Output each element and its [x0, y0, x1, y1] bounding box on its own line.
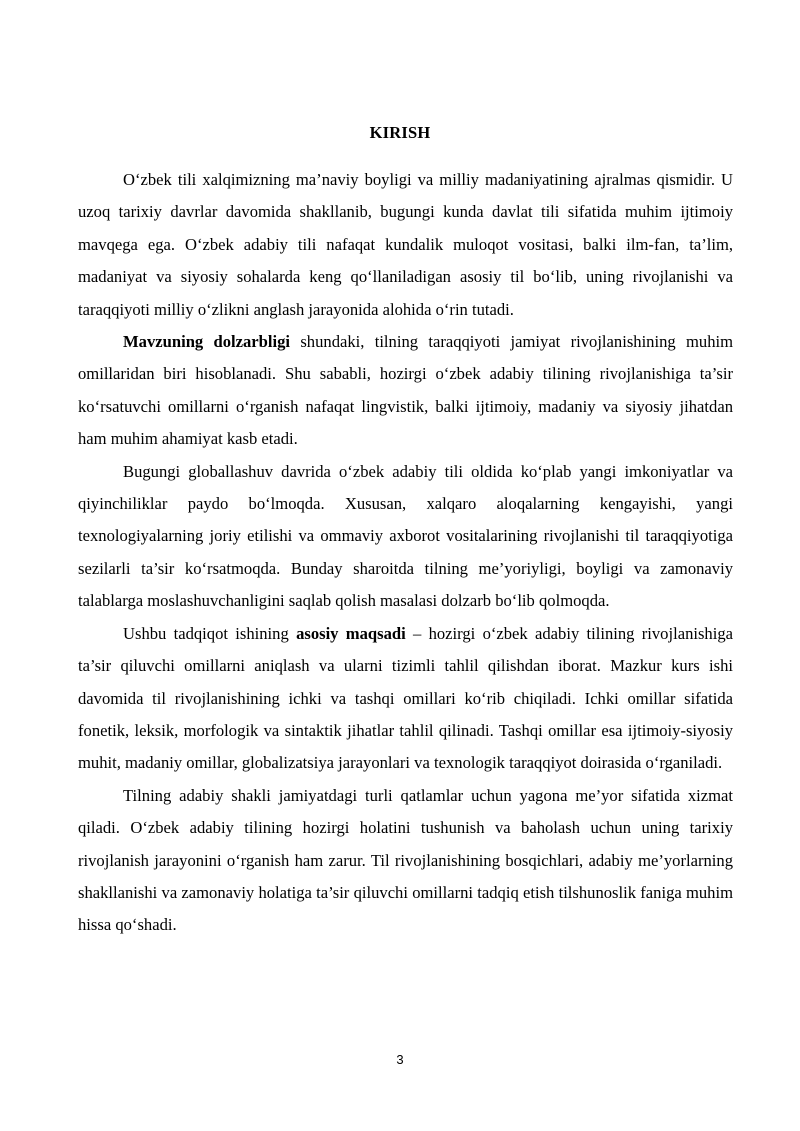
paragraph-text: shundaki, tilning taraqqiyoti jamiyat rivojlanishining muhim omillaridan biri hisoblanadi. Shu sababli, hozirgi o‘zbek adabiy tilining rivojlanishiga ta’sir ko‘rsatuvchi omillarni o‘rganish nafaqat lingvistik, balki ijtimoiy, madaniy va siyosiy jihatdan ham muhim ahamiyat kasb etadi.: [78, 332, 734, 449]
paragraph-literary-form: [78, 780, 733, 942]
paragraph-globalization: [78, 456, 733, 618]
bold-term-relevance: Mavzuning dolzarbligi: [123, 332, 291, 352]
paragraph-text: Tilning adabiy shakli jamiyatdagi turli qatlamlar uchun yagona me’yor sifatida xizmat qiladi. O‘zbek adabiy tilining hozirgi holatini tushunish va baholash uchun uning tarixiy rivojlanish jarayonini o‘rganish ham zarur. Til rivojlanishining bosqichlari, adabiy me’yorlarning shakllanishi va zamonaviy holatiga ta’sir qiluvchi omillarni tadqiq etish tilshunoslik faniga muhim hissa qo‘shadi.: [78, 785, 733, 935]
section-heading: KIRISH: [369, 123, 431, 142]
paragraph-intro: [78, 164, 733, 326]
bold-term-goal: asosiy maqsadi: [296, 623, 406, 643]
paragraph-text: O‘zbek tili xalqimizning ma’naviy boyligi va milliy madaniyatining ajralmas qismidir. U uzoq tarixiy davrlar davomida shakllanib, bugungi kunda davlat tili sifatida muhim ijtimoiy mavqega ega. O‘zbek adabiy tili nafaqat kundalik muloqot vositasi, balki ilm-fan, ta’lim, madaniyat va siyosiy sohalarda keng qo‘llaniladigan asosiy til bo‘lib, uning rivojlanishi va taraqqiyoti milliy o‘zlikni anglash jarayonida alohida o‘rin tutadi.: [78, 170, 733, 319]
paragraph-goal: [78, 618, 733, 780]
body-text: [78, 164, 733, 942]
paragraph-text: Bugungi globallashuv davrida o‘zbek adabiy tili oldida ko‘plab yangi imkoniyatlar va qiyinchiliklar paydo bo‘lmoqda. Xususan, xalqaro aloqalarning kengayishi, yangi texnologiyalarning joriy etilishi va ommaviy axborot vositalarining rivojlanishi til taraqqiyotiga sezilarli ta’sir ko‘rsatmoqda. Bunday sharoitda tilning me’yoriyligi, boyligi va zamonaviy talablarga moslashuvchanligini saqlab qolish masalasi dolzarb bo‘lib qolmoqda.: [78, 461, 733, 611]
paragraph-text-before: Ushbu tadqiqot ishining: [123, 623, 297, 643]
page-number: 3: [396, 1052, 404, 1067]
paragraph-text: – hozirgi o‘zbek adabiy tilining rivojlanishiga ta’sir qiluvchi omillarni aniqlash va ularni tizimli tahlil qilishdan iborat. Mazkur kurs ishi davomida til rivojlanishining ichki va tashqi omillari ko‘rib chiqiladi. Ichki omillar sifatida fonetik, leksik, morfologik va sintaktik jihatlar tahlil qilinadi. Tashqi omillar esa ijtimoiy-siyosiy muhit, madaniy omillar, globalizatsiya jarayonlari va texnologik taraqqiyot doirasida o‘rganiladi.: [78, 623, 734, 773]
paragraph-relevance: [78, 326, 733, 456]
